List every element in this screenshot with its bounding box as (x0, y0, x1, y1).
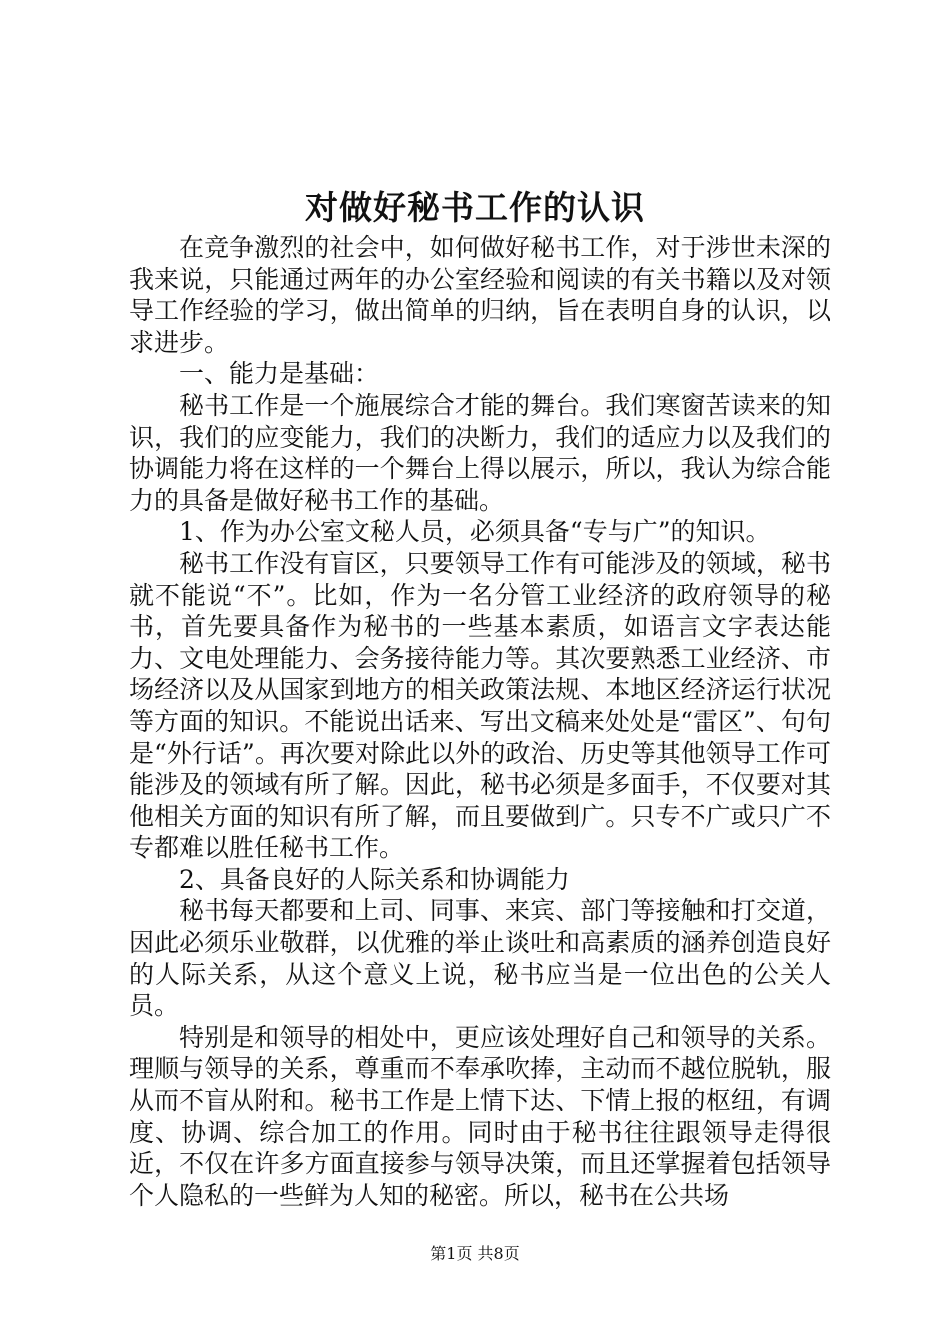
section-heading-ability: 一、能力是基础： (179, 359, 380, 389)
document-title: 对做好秘书工作的认识 (305, 188, 645, 227)
paragraph-intro: 在竞争激烈的社会中，如何做好秘书工作，对于涉世未深的我来说，只能通过两年的办公室经验和阅读的有关书籍以及对领导工作经验的学习，做出简单的归纳，旨在表明自身的认识，以求进步。 (129, 233, 831, 357)
paragraph-knowledge: 秘书工作没有盲区，只要领导工作有可能涉及的领域，秘书就不能说“不”。比如，作为一名分管工业经济的政府领导的秘书，首先要具备作为秘书的一些基本素质，如语言文字表达能力、文电处理能力、会务接待能力等。其次要熟悉工业经济、市场经济以及从国家到地方的相关政策法规、本地区经济运行状况等方面的知识。不能说出话来、写出文稿来处处是“雷区”、句句是“外行话”。再次要对除此以外的政治、历史等其他领导工作可能涉及的领域有所了解。因此，秘书必须是多面手，不仅要对其他相关方面的知识有所了解，而且要做到广。只专不广或只广不专都难以胜任秘书工作。 (129, 548, 831, 863)
subheading-relations: 2、具备良好的人际关系和协调能力 (179, 864, 570, 894)
page-number-footer: 第1页 共8页 (430, 1244, 520, 1263)
paragraph-leader-relations: 特别是和领导的相处中，更应该处理好自己和领导的关系。理顺与领导的关系，尊重而不奉承吹捧，主动而不越位脱轨，服从而不盲从附和。秘书工作是上情下达、下情上报的枢纽，有调度、协调、综合加工的作用。同时由于秘书往往跟领导走得很近，不仅在许多方面直接参与领导决策，而且还掌握着包括领导个人隐私的一些鲜为人知的秘密。所以，秘书在公共场 (129, 1022, 831, 1210)
paragraph-ability: 秘书工作是一个施展综合才能的舞台。我们寒窗苦读来的知识，我们的应变能力，我们的决断力，我们的适应力以及我们的协调能力将在这样的一个舞台上得以展示，所以，我认为综合能力的具备是做好秘书工作的基础。 (129, 390, 831, 515)
subheading-knowledge: 1、作为办公室文秘人员，必须具备“专与广”的知识。 (179, 517, 771, 547)
document-body (129, 232, 831, 1211)
paragraph-relations: 秘书每天都要和上司、同事、来宾、部门等接触和打交道，因此必须乐业敬群，以优雅的举止谈吐和高素质的涵养创造良好的人际关系，从这个意义上说，秘书应当是一位出色的公关人员。 (129, 896, 831, 1021)
